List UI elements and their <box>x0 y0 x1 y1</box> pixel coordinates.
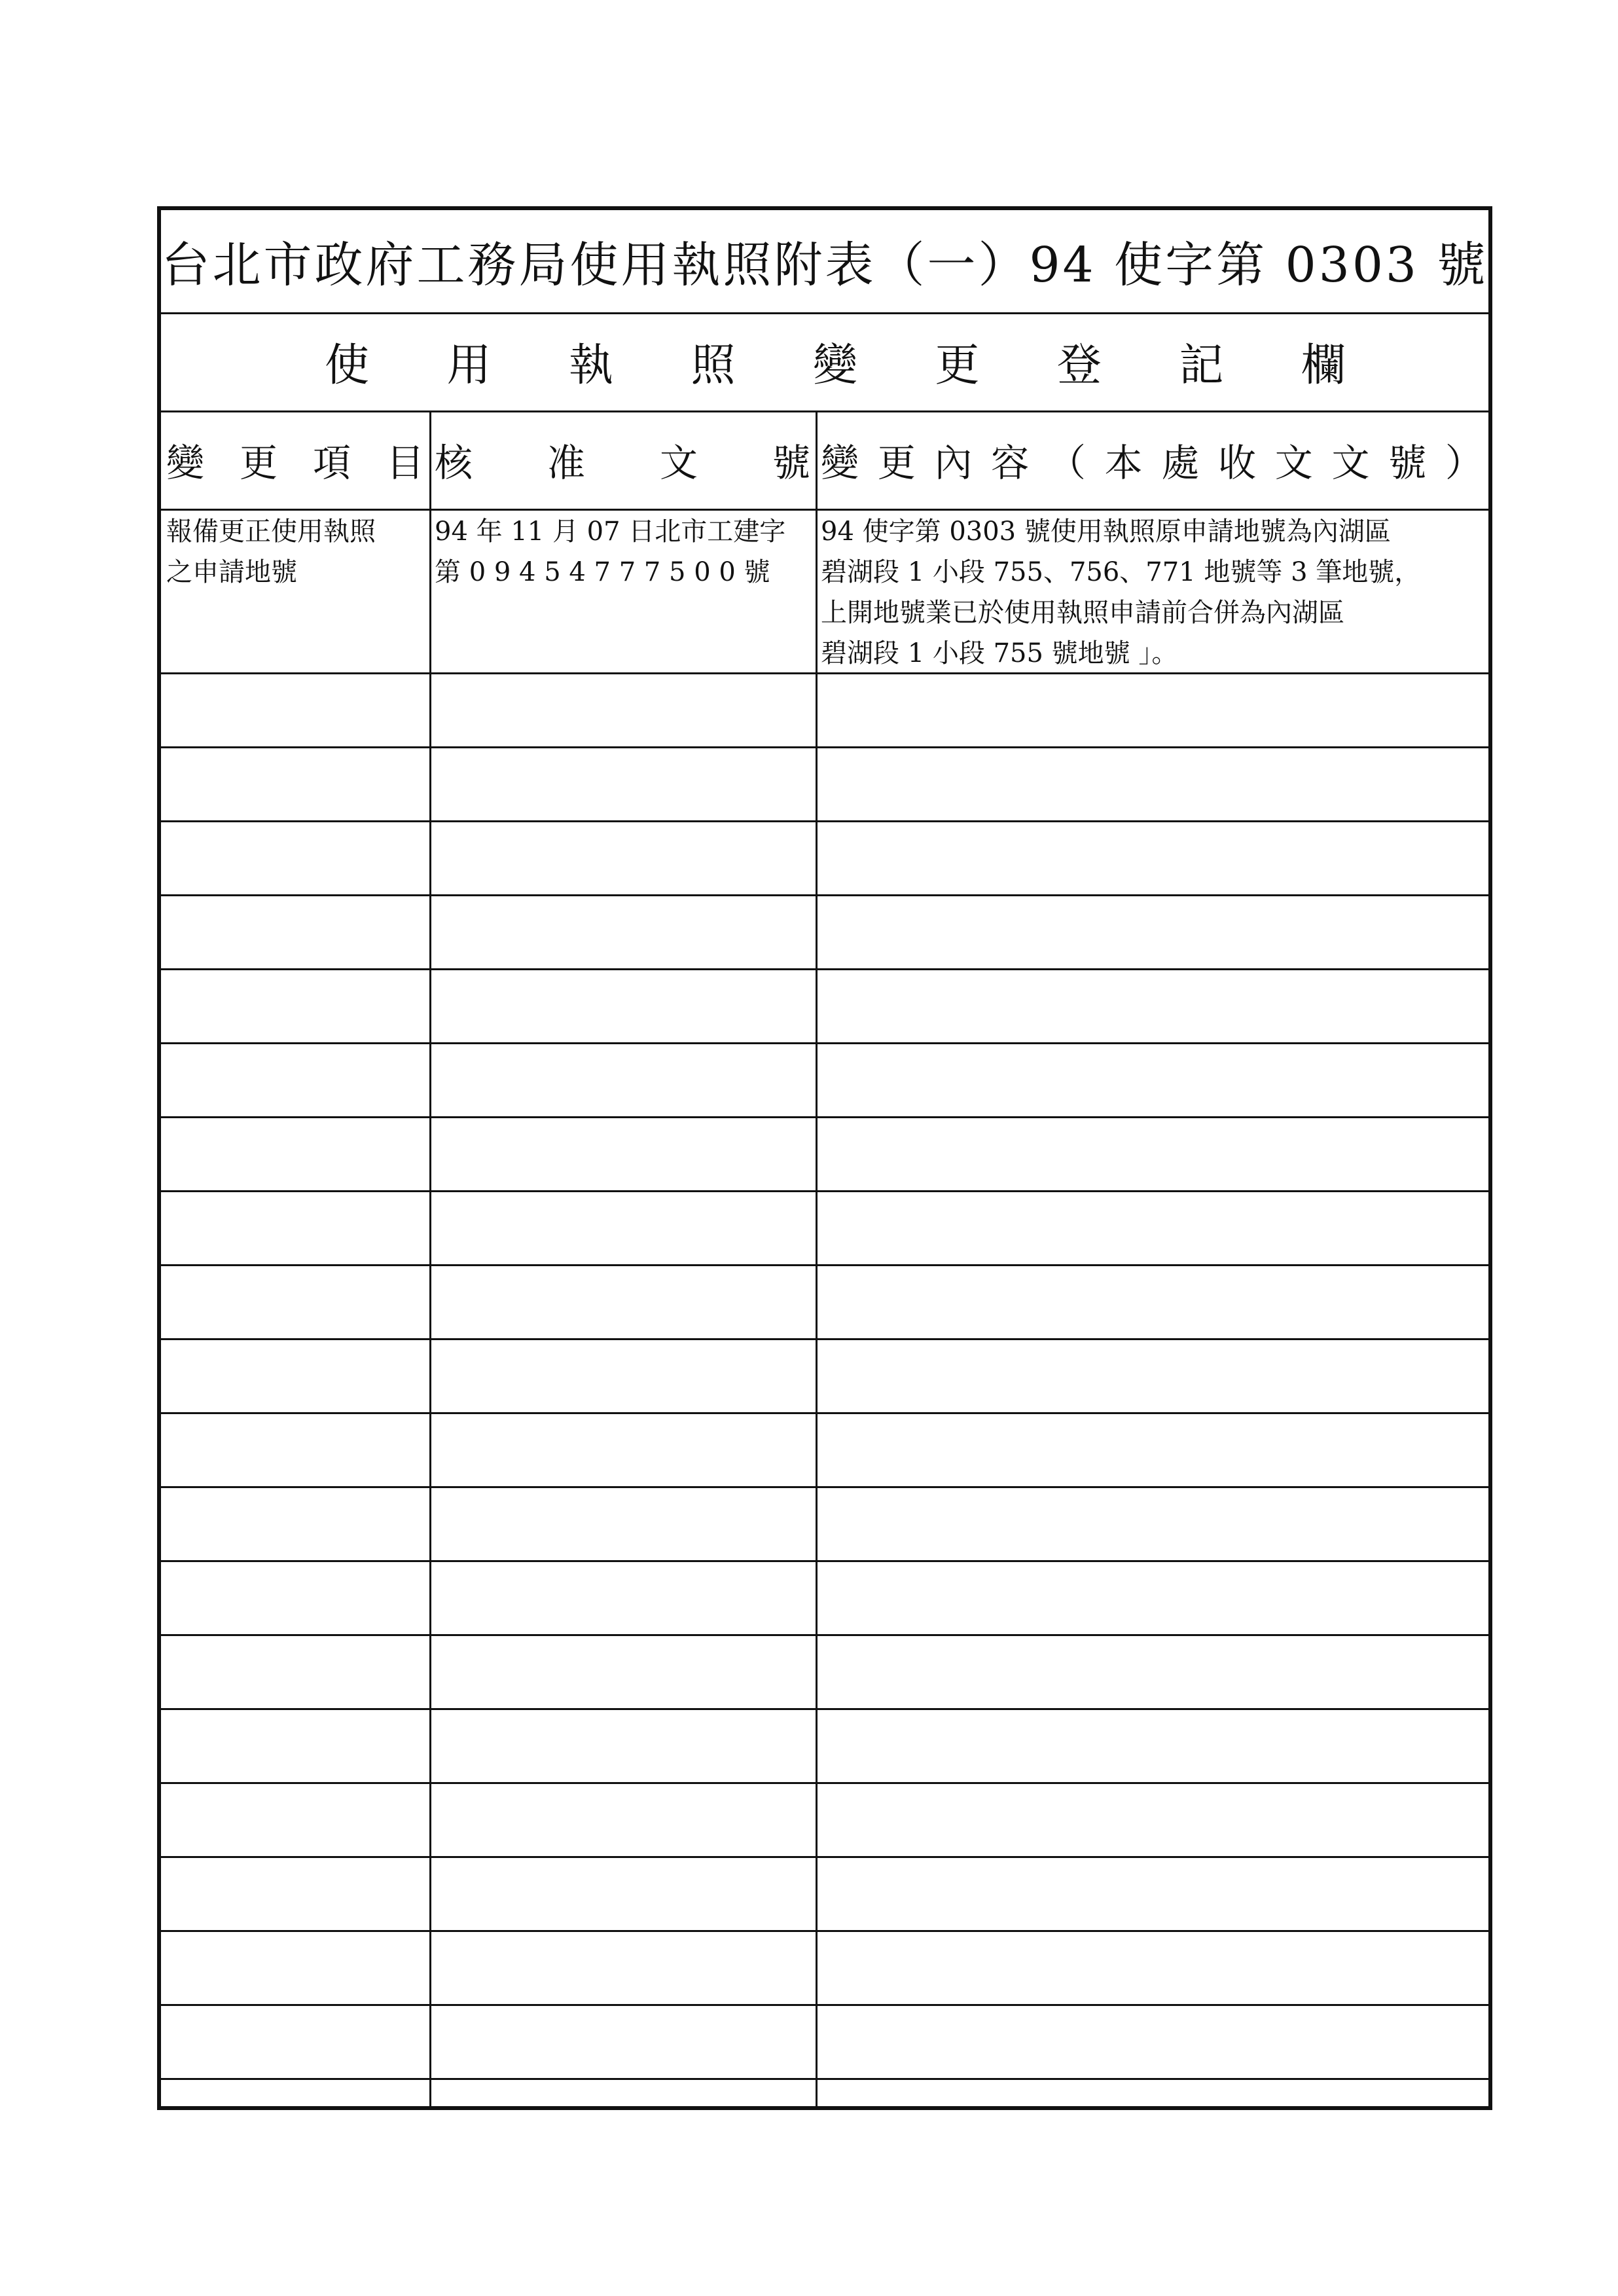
register-title-char: 變 <box>812 339 857 392</box>
header-char: 容 <box>991 441 1030 485</box>
register-row-line <box>161 1116 1488 1118</box>
entry-content-line: 上開地號業已於使用執照申請前合併為內湖區 <box>821 598 1344 628</box>
header-char: 號 <box>1388 441 1427 485</box>
header-char: 號 <box>772 441 810 485</box>
header-char: 准 <box>547 441 585 485</box>
register-title-char: 記 <box>1179 339 1224 392</box>
register-row-line <box>161 672 1488 674</box>
header-char: 更 <box>877 441 916 485</box>
header-char: 文 <box>1274 441 1313 485</box>
register-row-line <box>161 1190 1488 1192</box>
register-title-char: 欄 <box>1301 339 1346 392</box>
register-row-line <box>161 1782 1488 1784</box>
register-row-line <box>161 2004 1488 2006</box>
header-char: 本 <box>1104 441 1143 485</box>
entry-change-content <box>816 509 1488 672</box>
register-title-char: 用 <box>446 339 492 392</box>
entry-item-line: 報備更正使用執照 <box>166 517 376 547</box>
header-char: 變 <box>821 441 859 485</box>
entry-approval-line: 94 年 11 月 07 日北市工建字 <box>435 517 786 547</box>
register-row-line <box>161 968 1488 970</box>
register-title-char: 登 <box>1056 339 1102 392</box>
register-row-line <box>161 1634 1488 1636</box>
entry-change-item <box>161 509 429 672</box>
header-char: 文 <box>1331 441 1370 485</box>
header-char: 變 <box>166 441 205 485</box>
entry-item-line: 之申請地號 <box>166 557 297 587</box>
header-approval-number <box>429 410 816 509</box>
column-divider <box>429 410 431 2106</box>
column-divider <box>816 410 818 2106</box>
register-title <box>161 312 1488 410</box>
register-row-line <box>161 1856 1488 1858</box>
register-row-line <box>161 2078 1488 2080</box>
header-change-item <box>161 410 429 509</box>
register-row-line <box>161 1042 1488 1044</box>
header-char: （ <box>1047 441 1086 485</box>
header-char: 項 <box>312 441 351 485</box>
header-char: 目 <box>386 441 424 485</box>
header-char: 文 <box>659 441 698 485</box>
register-row-line <box>161 1486 1488 1488</box>
register-row-line <box>161 746 1488 748</box>
register-title-char: 更 <box>935 339 980 392</box>
header-char: 更 <box>239 441 278 485</box>
register-title-char: 執 <box>568 339 613 392</box>
form-title: 台北市政府工務局使用執照附表（一）94 使字第 0303 號 <box>161 237 1488 293</box>
entry-content-line: 94 使字第 0303 號使用執照原申請地號為內湖區 <box>821 517 1391 547</box>
header-char: 核 <box>435 441 473 485</box>
header-char: 收 <box>1218 441 1257 485</box>
register-row-line <box>161 1708 1488 1710</box>
entry-approval-line: 第 0 9 4 5 4 7 7 7 5 0 0 號 <box>435 557 770 587</box>
register-row-line <box>161 1338 1488 1340</box>
register-row-line <box>161 1560 1488 1562</box>
header-char: ） <box>1445 441 1483 485</box>
usage-license-change-register-form <box>157 206 1492 2110</box>
header-char: 處 <box>1161 441 1200 485</box>
register-row-line <box>161 1930 1488 1932</box>
register-row-line <box>161 820 1488 822</box>
entry-content-line: 碧湖段 1 小段 755、756、771 地號等 3 筆地號， <box>821 557 1421 587</box>
register-title-char: 使 <box>325 339 370 392</box>
register-row-line <box>161 894 1488 896</box>
header-char: 內 <box>934 441 973 485</box>
entry-approval-number <box>429 509 816 672</box>
entry-content-line: 碧湖段 1 小段 755 號地號 」。 <box>821 638 1178 668</box>
header-change-content <box>816 410 1488 509</box>
register-title-char: 照 <box>691 339 736 392</box>
register-row-line <box>161 1412 1488 1414</box>
register-row-line <box>161 1264 1488 1266</box>
